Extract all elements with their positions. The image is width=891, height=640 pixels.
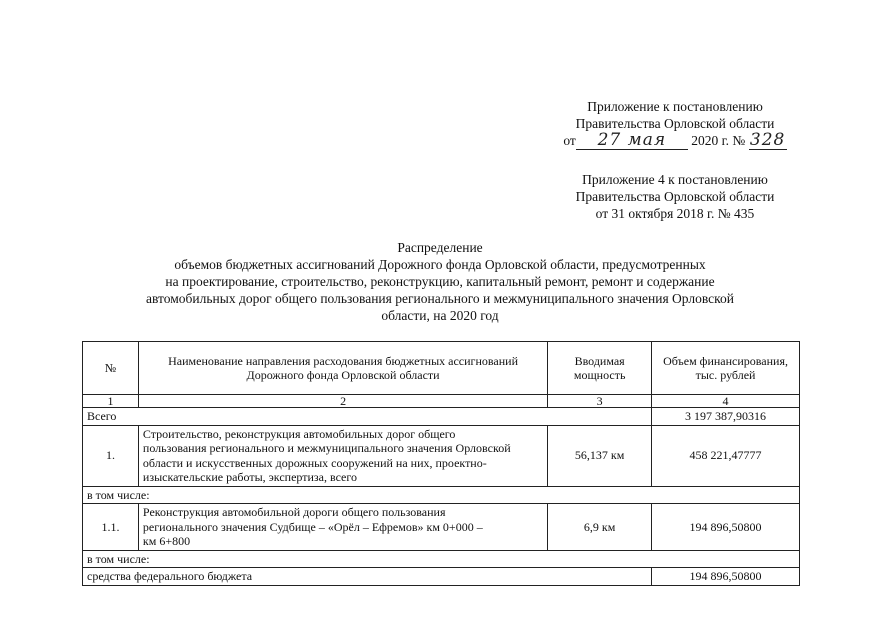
header-volume-line2: тыс. рублей <box>695 368 756 382</box>
federal-value: 194 896,50800 <box>652 568 800 586</box>
header-volume-line1: Объем финансирования, <box>663 353 788 368</box>
row-1-name <box>138 425 547 486</box>
appendix-old-line3: от 31 октября 2018 г. № 435 <box>595 206 755 221</box>
row-1-1-name <box>138 504 547 551</box>
row-1-1 <box>83 504 800 551</box>
col-number-2: 2 <box>138 395 547 408</box>
number-field <box>749 130 787 150</box>
header-row <box>83 342 800 395</box>
total-row <box>83 408 800 426</box>
appendix-new-line1: Приложение к постановлению <box>587 99 763 114</box>
federal-row <box>83 568 800 586</box>
row-1-1-volume: 194 896,50800 <box>652 504 800 551</box>
budget-table <box>82 341 800 586</box>
total-label: Всего <box>83 408 652 426</box>
row-1-name-line3: области и искусственных дорожных сооружений на них, проектно- <box>142 455 487 470</box>
heading-line3: на проектирование, строительство, реконструкцию, капитальный ремонт, ремонт и содержание <box>165 274 715 289</box>
col-number-4: 4 <box>652 395 800 408</box>
document-heading <box>100 239 780 324</box>
number-handwritten: 328 <box>749 130 786 150</box>
federal-label: средства федерального бюджета <box>83 568 652 586</box>
row-1-capacity: 56,137 км <box>548 425 652 486</box>
from-prefix: от <box>563 133 576 148</box>
row-1-1-capacity: 6,9 км <box>548 504 652 551</box>
including-row-1 <box>83 486 800 504</box>
header-capacity-line1: Вводимая <box>574 353 625 368</box>
date-handwritten: 27 мая <box>597 130 667 150</box>
header-capacity-line2: мощность <box>573 368 626 382</box>
row-1-volume: 458 221,47777 <box>652 425 800 486</box>
heading-line1: Распределение <box>397 240 483 255</box>
including-label-1: в том числе: <box>83 486 800 504</box>
header-capacity <box>548 342 652 395</box>
appendix-old-line2: Правительства Орловской области <box>575 189 775 204</box>
row-1 <box>83 425 800 486</box>
row-1-1-name-line3: км 6+800 <box>142 534 191 548</box>
heading-line4: автомобильных дорог общего пользования регионального и межмуниципального значения Орловской <box>146 291 734 306</box>
heading-line2: объемов бюджетных ассигнований Дорожного фонда Орловской области, предусмотренных <box>174 257 706 272</box>
col-number-1: 1 <box>83 395 139 408</box>
appendix-old-line1: Приложение 4 к постановлению <box>582 172 768 187</box>
appendix-old-block <box>560 171 790 222</box>
row-1-1-num: 1.1. <box>83 504 139 551</box>
header-volume <box>652 342 800 395</box>
total-value: 3 197 387,90316 <box>652 408 800 426</box>
row-1-num: 1. <box>83 425 139 486</box>
row-1-name-line2: пользования регионального и межмуниципального значения Орловской <box>142 441 511 455</box>
column-numbers-row <box>83 395 800 408</box>
col-number-3: 3 <box>548 395 652 408</box>
header-num: № <box>83 342 139 395</box>
appendix-new-block <box>548 98 802 150</box>
year-text: 2020 г. № <box>691 133 746 148</box>
row-1-name-line4: изыскательские работы, экспертиза, всего <box>142 470 357 484</box>
row-1-1-name-line1: Реконструкция автомобильной дороги общего пользования <box>142 505 446 519</box>
header-name-line1: Наименование направления расходования бюджетных ассигнований <box>168 353 518 368</box>
appendix-new-date-row <box>548 132 802 150</box>
including-row-2 <box>83 550 800 568</box>
date-field <box>576 130 688 150</box>
row-1-1-name-line2: регионального значения Судбище – «Орёл – Ефремов» км 0+000 – <box>142 519 483 534</box>
header-name <box>138 342 547 395</box>
heading-line5: области, на 2020 год <box>381 308 499 323</box>
row-1-name-line1: Строительство, реконструкция автомобильных дорог общего <box>142 426 456 441</box>
including-label-2: в том числе: <box>83 550 800 568</box>
header-name-line2: Дорожного фонда Орловской области <box>246 368 440 382</box>
appendix-new-line2: Правительства Орловской области <box>575 116 775 131</box>
